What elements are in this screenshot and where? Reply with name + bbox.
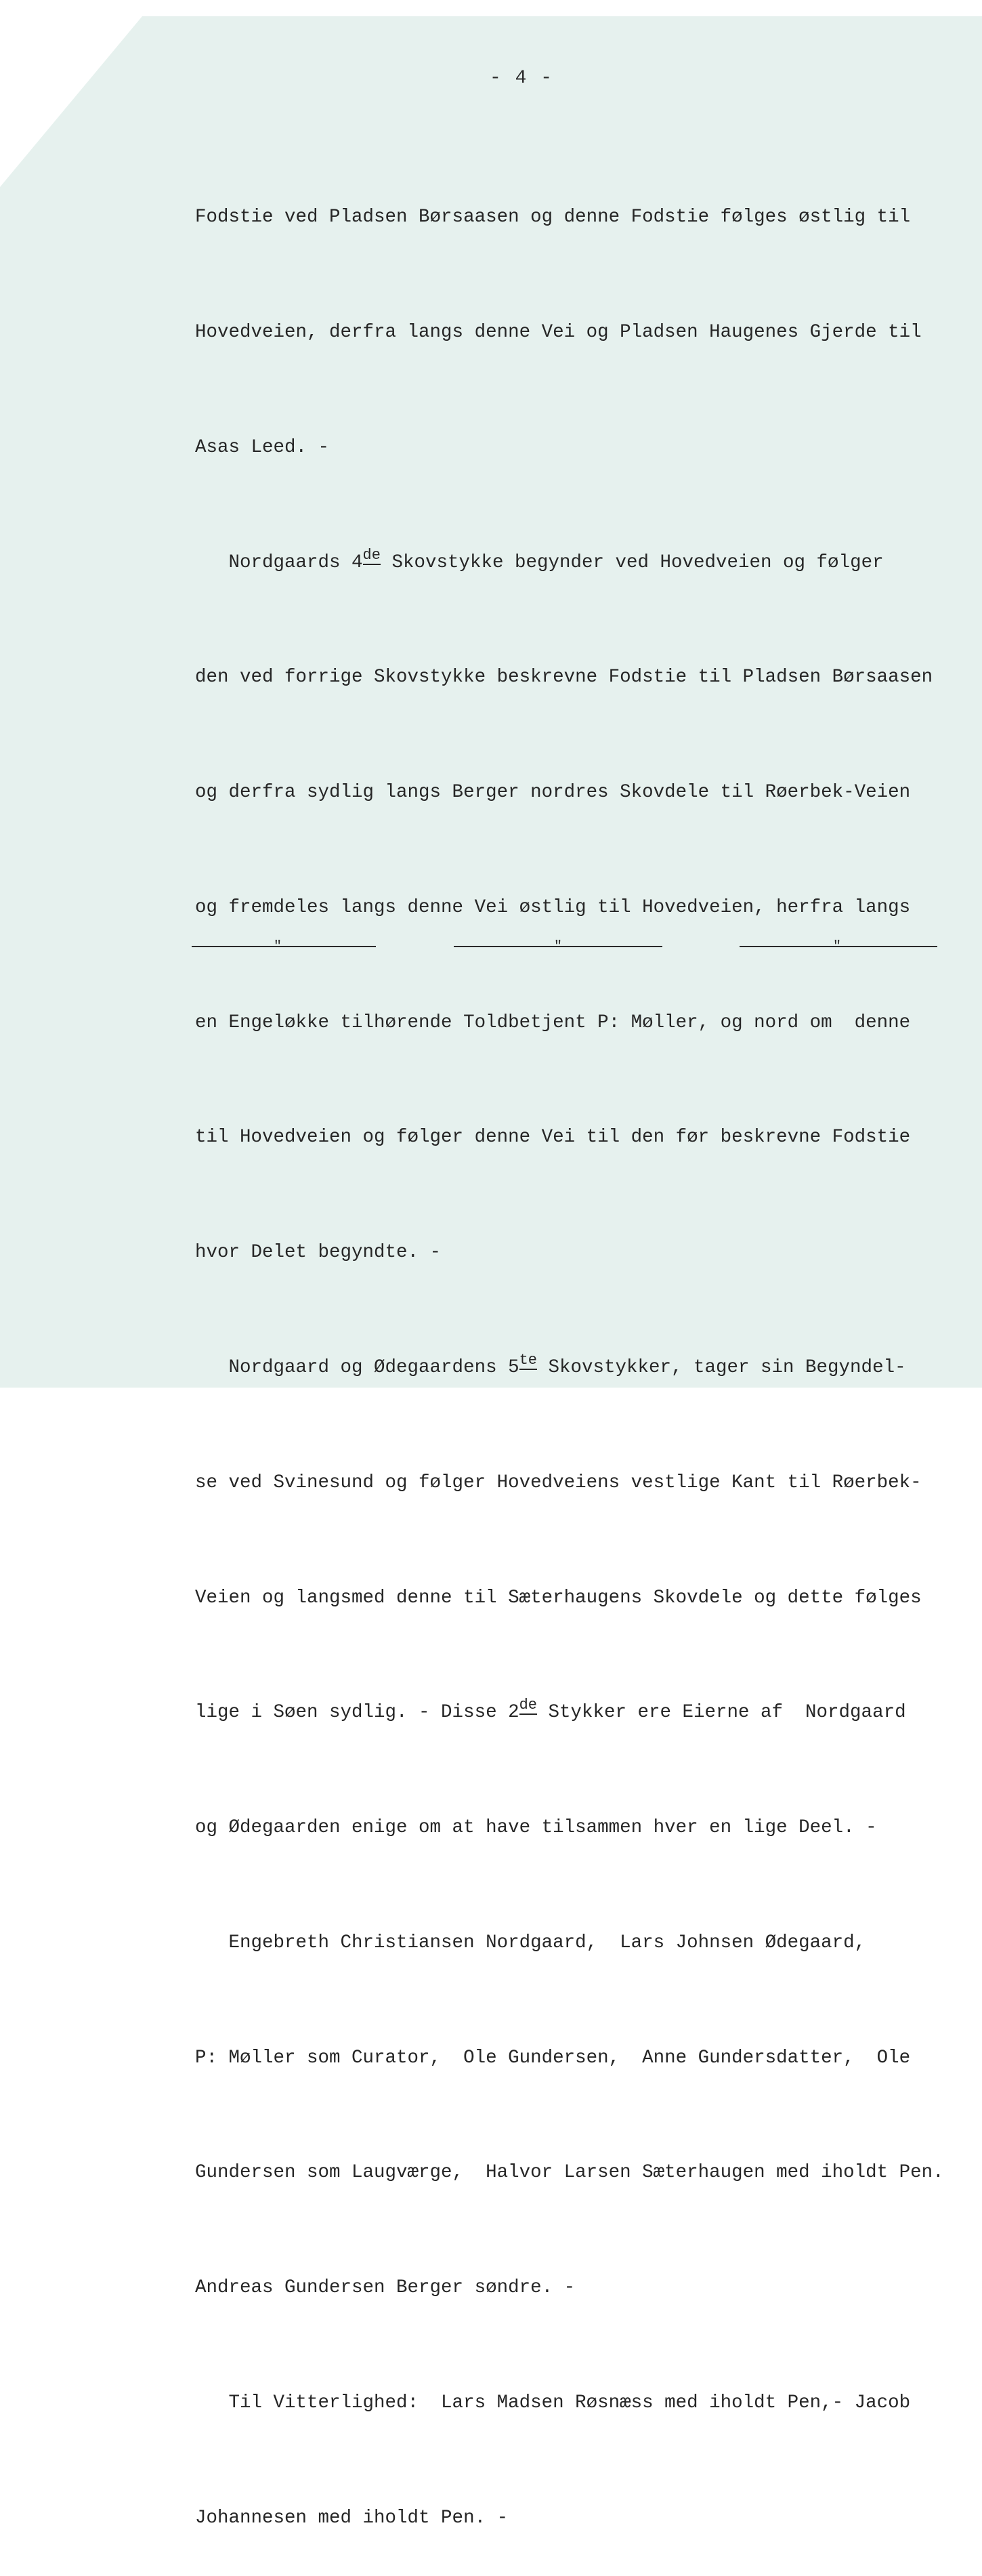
ditto-mark-right: " [832,939,841,955]
text-line: Asas Leed. - [195,436,330,458]
text-segment: Skovstykker, tager sin Begyndel- [536,1357,906,1378]
text-line: Andreas Gundersen Berger søndre. - [195,2277,576,2299]
text-segment: Stykker ere Eierne af Nordgaard [536,1702,906,1724]
page-number: - 4 - [489,68,553,89]
text-line: Hovedveien, derfra langs denne Vei og Pladsen Haugenes Gjerde til [195,321,922,343]
text-line: en Engeløkke tilhørende Toldbetjent P: Møller, og nord om denne [195,1012,911,1033]
text-line [195,544,957,583]
text-line [195,1694,957,1732]
text-segment: Skovstykke begynder ved Hovedveien og følger [380,552,884,573]
text-segment: Nordgaards 4 [195,552,363,573]
text-line: Til Vitterlighed: Lars Madsen Røsnæss med iholdt Pen,- Jacob [195,2392,911,2414]
text-line [195,1349,957,1388]
ordinal-superscript: te [519,1352,537,1369]
ditto-mark-middle: " [553,939,562,955]
text-line: se ved Svinesund og følger Hovedveiens vestlige Kant til Røerbek- [195,1472,922,1493]
document-body [195,122,957,2576]
text-line: Engebreth Christiansen Nordgaard, Lars Johnsen Ødegaard, [195,1932,866,1953]
text-line: Fodstie ved Pladsen Børsaasen og denne Fodstie følges østlig til [195,207,911,228]
text-segment: Nordgaard og Ødegaardens 5 [195,1357,519,1378]
text-line: og fremdeles langs denne Vei østlig til Hovedveien, herfra langs [195,896,911,918]
text-line: Veien og langsmed denne til Sæterhaugens Skovdele og dette følges [195,1587,922,1608]
text-segment: lige i Søen sydlig. - Disse 2 [195,1702,519,1724]
text-line: og derfra sydlig langs Berger nordres Skovdele til Røerbek-Veien [195,782,911,804]
text-line: den ved forrige Skovstykke beskrevne Fodstie til Pladsen Børsaasen [195,667,933,688]
text-line: Gundersen som Laugværge, Halvor Larsen Sæterhaugen med iholdt Pen. [195,2162,944,2184]
text-line: Johannesen med iholdt Pen. - [195,2507,509,2529]
text-line: til Hovedveien og følger denne Vei til den før beskrevne Fodstie [195,1127,911,1148]
ditto-mark-left: " [273,939,282,955]
text-line: hvor Delet begyndte. - [195,1242,442,1264]
ordinal-superscript: de [519,1697,537,1714]
text-line: P: Møller som Curator, Ole Gundersen, Anne Gundersdatter, Ole [195,2047,911,2069]
ordinal-superscript: de [362,546,381,564]
text-line: og Ødegaarden enige om at have tilsammen hver en lige Deel. - [195,1817,877,1839]
